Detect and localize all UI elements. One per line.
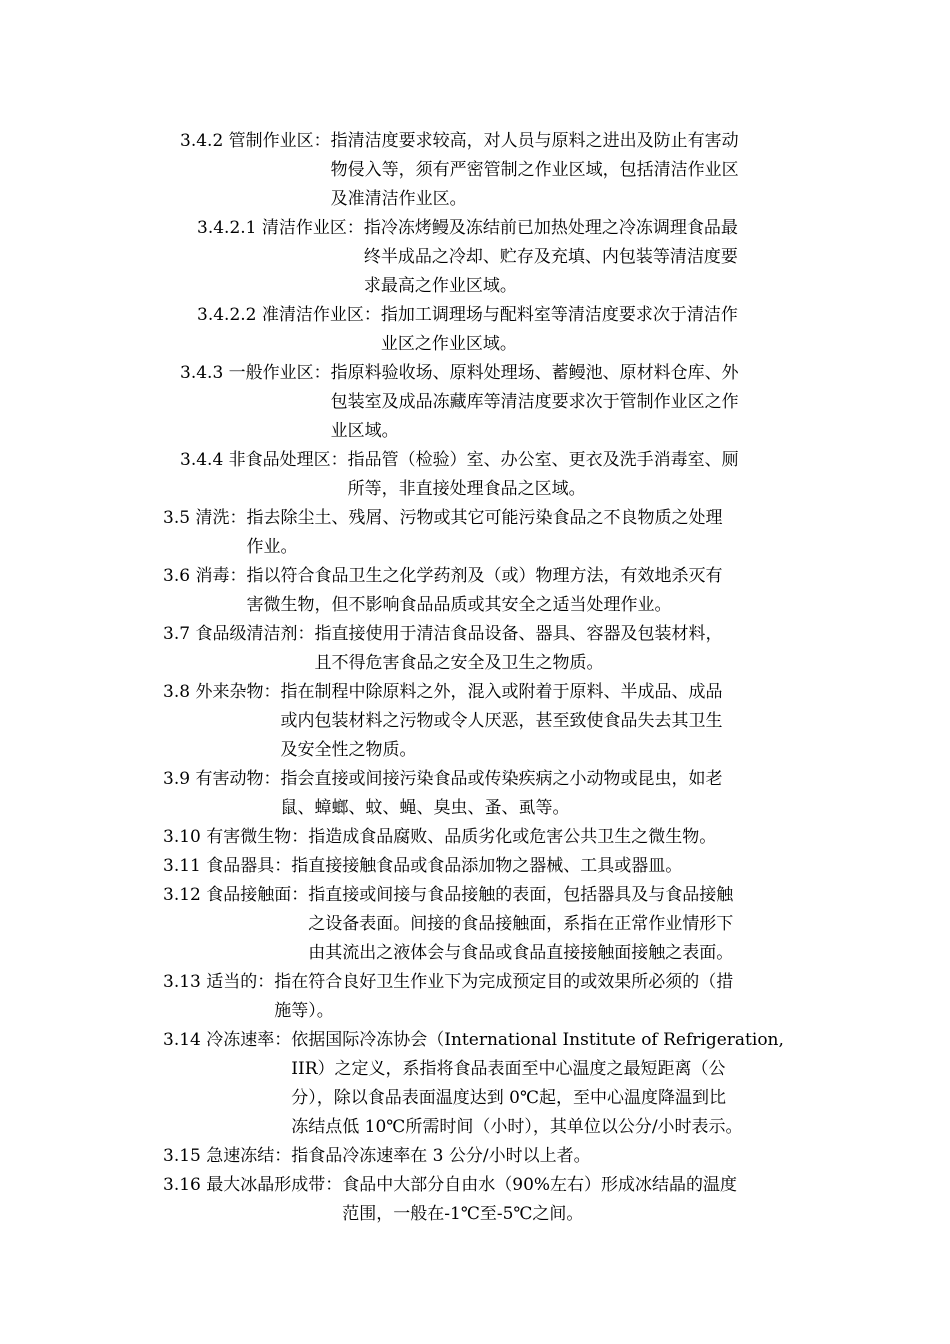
definition-3-6: [163, 562, 808, 620]
definition-3-7: [163, 620, 808, 678]
definition-3-13: [163, 968, 808, 1026]
definition-3-16: [163, 1171, 808, 1229]
definition-term: 3.4.2.2 准清洁作业区：: [197, 305, 381, 325]
definition-line: 物侵入等，须有严密管制之作业区域，包括清洁作业区: [330, 160, 739, 180]
definition-line: 施等）。: [274, 1001, 334, 1021]
definition-3-8: [163, 678, 808, 765]
definition-3-11: [163, 852, 808, 881]
definition-3-4-2: [180, 127, 808, 214]
definition-text: [364, 214, 808, 301]
definition-line: 指会直接或间接污染食品或传染疾病之小动物或昆虫，如老: [280, 769, 723, 789]
definition-line: 指在制程中除原料之外，混入或附着于原料、半成品、成品: [280, 682, 723, 702]
definition-line: 冻结点低 10℃所需时间（小时），其单位以公分/小时表示。: [291, 1117, 743, 1137]
definition-line: 指直接或间接与食品接触的表面，包括器具及与食品接触: [308, 885, 734, 905]
definition-line: 指品管（检验）室、办公室、更衣及洗手消毒室、厕: [347, 450, 739, 470]
definition-3-4-2-2: [197, 301, 808, 359]
definition-3-5: [163, 504, 808, 562]
definition-line: 求最高之作业区域。: [363, 276, 517, 296]
definition-term: 3.15 急速冻结：: [163, 1146, 292, 1166]
definition-line: IIR）之定义，系指将食品表面至中心温度之最短距离（公: [291, 1059, 726, 1079]
definition-term: 3.10 有害微生物：: [163, 827, 309, 847]
definition-term: 3.5 清洗：: [163, 508, 247, 528]
definition-text: [331, 127, 808, 214]
definition-term: 3.14 冷冻速率：: [163, 1030, 292, 1050]
definition-text: [274, 968, 808, 1026]
definition-term: 3.7 食品级清洁剂：: [163, 624, 315, 644]
definition-text: [291, 1142, 808, 1171]
definition-line: 指造成食品腐败、品质劣化或危害公共卫生之微生物。: [308, 827, 717, 847]
definition-line: 或内包装材料之污物或令人厌恶，甚至致使食品失去其卫生: [280, 711, 723, 731]
definition-line: 及安全性之物质。: [280, 740, 417, 760]
definition-3-4-3: [180, 359, 808, 446]
definition-text: [331, 359, 808, 446]
definition-line: 终半成品之冷却、贮存及充填、内包装等清洁度要: [363, 247, 738, 267]
definition-3-9: [163, 765, 808, 823]
definition-line: 指食品冷冻速率在 3 公分/小时以上者。: [291, 1146, 591, 1166]
definition-text: [381, 301, 808, 359]
definition-term: 3.12 食品接触面：: [163, 885, 309, 905]
definition-text: [246, 562, 808, 620]
definition-line: 指冷冻烤鳗及冻结前已加热处理之冷冻调理食品最: [363, 218, 738, 238]
definition-text: [342, 1171, 808, 1229]
definition-line: 指直接接触食品或食品添加物之器械、工具或器皿。: [291, 856, 683, 876]
definition-line: 食品中大部分自由水（90%左右）形成冰结晶的温度: [342, 1175, 738, 1195]
definition-term: 3.8 外来杂物：: [163, 682, 281, 702]
definition-term: 3.4.4 非食品处理区：: [180, 450, 348, 470]
definition-line: 依据国际冷冻协会（International Institute of Refrigeration,: [291, 1030, 784, 1050]
definition-term: 3.4.2 管制作业区：: [180, 131, 331, 151]
definition-term: 3.4.2.1 清洁作业区：: [197, 218, 364, 238]
definition-line: 由其流出之液体会与食品或食品直接接触面接触之表面。: [308, 943, 734, 963]
definition-text: [348, 446, 808, 504]
definition-3-12: [163, 881, 808, 968]
definition-line: 作业。: [246, 537, 298, 557]
definition-term: 3.16 最大冰晶形成带：: [163, 1175, 343, 1195]
definition-line: 指原料验收场、原料处理场、蓄鳗池、原材料仓库、外: [330, 363, 739, 383]
definition-text: [280, 765, 808, 823]
definition-term: 3.13 适当的：: [163, 972, 275, 992]
definition-line: 及准清洁作业区。: [330, 189, 467, 209]
definition-text: [314, 620, 808, 678]
definition-3-15: [163, 1142, 808, 1171]
definition-3-4-2-1: [197, 214, 808, 301]
definition-term: 3.11 食品器具：: [163, 856, 292, 876]
definition-line: 指以符合食品卫生之化学药剂及（或）物理方法，有效地杀灭有: [246, 566, 723, 586]
definition-line: 业区之作业区域。: [380, 334, 517, 354]
definition-text: [291, 1026, 808, 1142]
definition-line: 包装室及成品冻藏库等清洁度要求次于管制作业区之作: [330, 392, 739, 412]
definition-text: [308, 823, 808, 852]
definition-term: 3.4.3 一般作业区：: [180, 363, 331, 383]
definition-term: 3.6 消毒：: [163, 566, 247, 586]
definition-line: 所等，非直接处理食品之区域。: [347, 479, 586, 499]
definition-line: 之设备表面。间接的食品接触面，系指在正常作业情形下: [308, 914, 734, 934]
definition-text: [246, 504, 808, 562]
definition-line: 指去除尘土、残屑、污物或其它可能污染食品之不良物质之处理: [246, 508, 723, 528]
definition-3-14: [163, 1026, 808, 1142]
definition-line: 且不得危害食品之安全及卫生之物质。: [314, 653, 604, 673]
definition-text: [308, 881, 808, 968]
definition-line: 指加工调理场与配料室等清洁度要求次于清洁作: [380, 305, 738, 325]
definition-text: [280, 678, 808, 765]
definition-line: 指清洁度要求较高，对人员与原料之进出及防止有害动: [330, 131, 739, 151]
definition-line: 指在符合良好卫生作业下为完成预定目的或效果所必须的（措: [274, 972, 734, 992]
definition-line: 范围，一般在-1℃至-5℃之间。: [342, 1204, 584, 1224]
definition-term: 3.9 有害动物：: [163, 769, 281, 789]
definition-line: 业区域。: [330, 421, 399, 441]
definition-line: 害微生物，但不影响食品品质或其安全之适当处理作业。: [246, 595, 672, 615]
definition-line: 分），除以食品表面温度达到 0℃起，至中心温度降温到比: [291, 1088, 727, 1108]
definition-line: 鼠、蟑螂、蚊、蝇、臭虫、蚤、虱等。: [280, 798, 570, 818]
definition-line: 指直接使用于清洁食品设备、器具、容器及包装材料，: [314, 624, 723, 644]
definition-3-4-4: [180, 446, 808, 504]
definition-text: [291, 852, 808, 881]
definition-3-10: [163, 823, 808, 852]
